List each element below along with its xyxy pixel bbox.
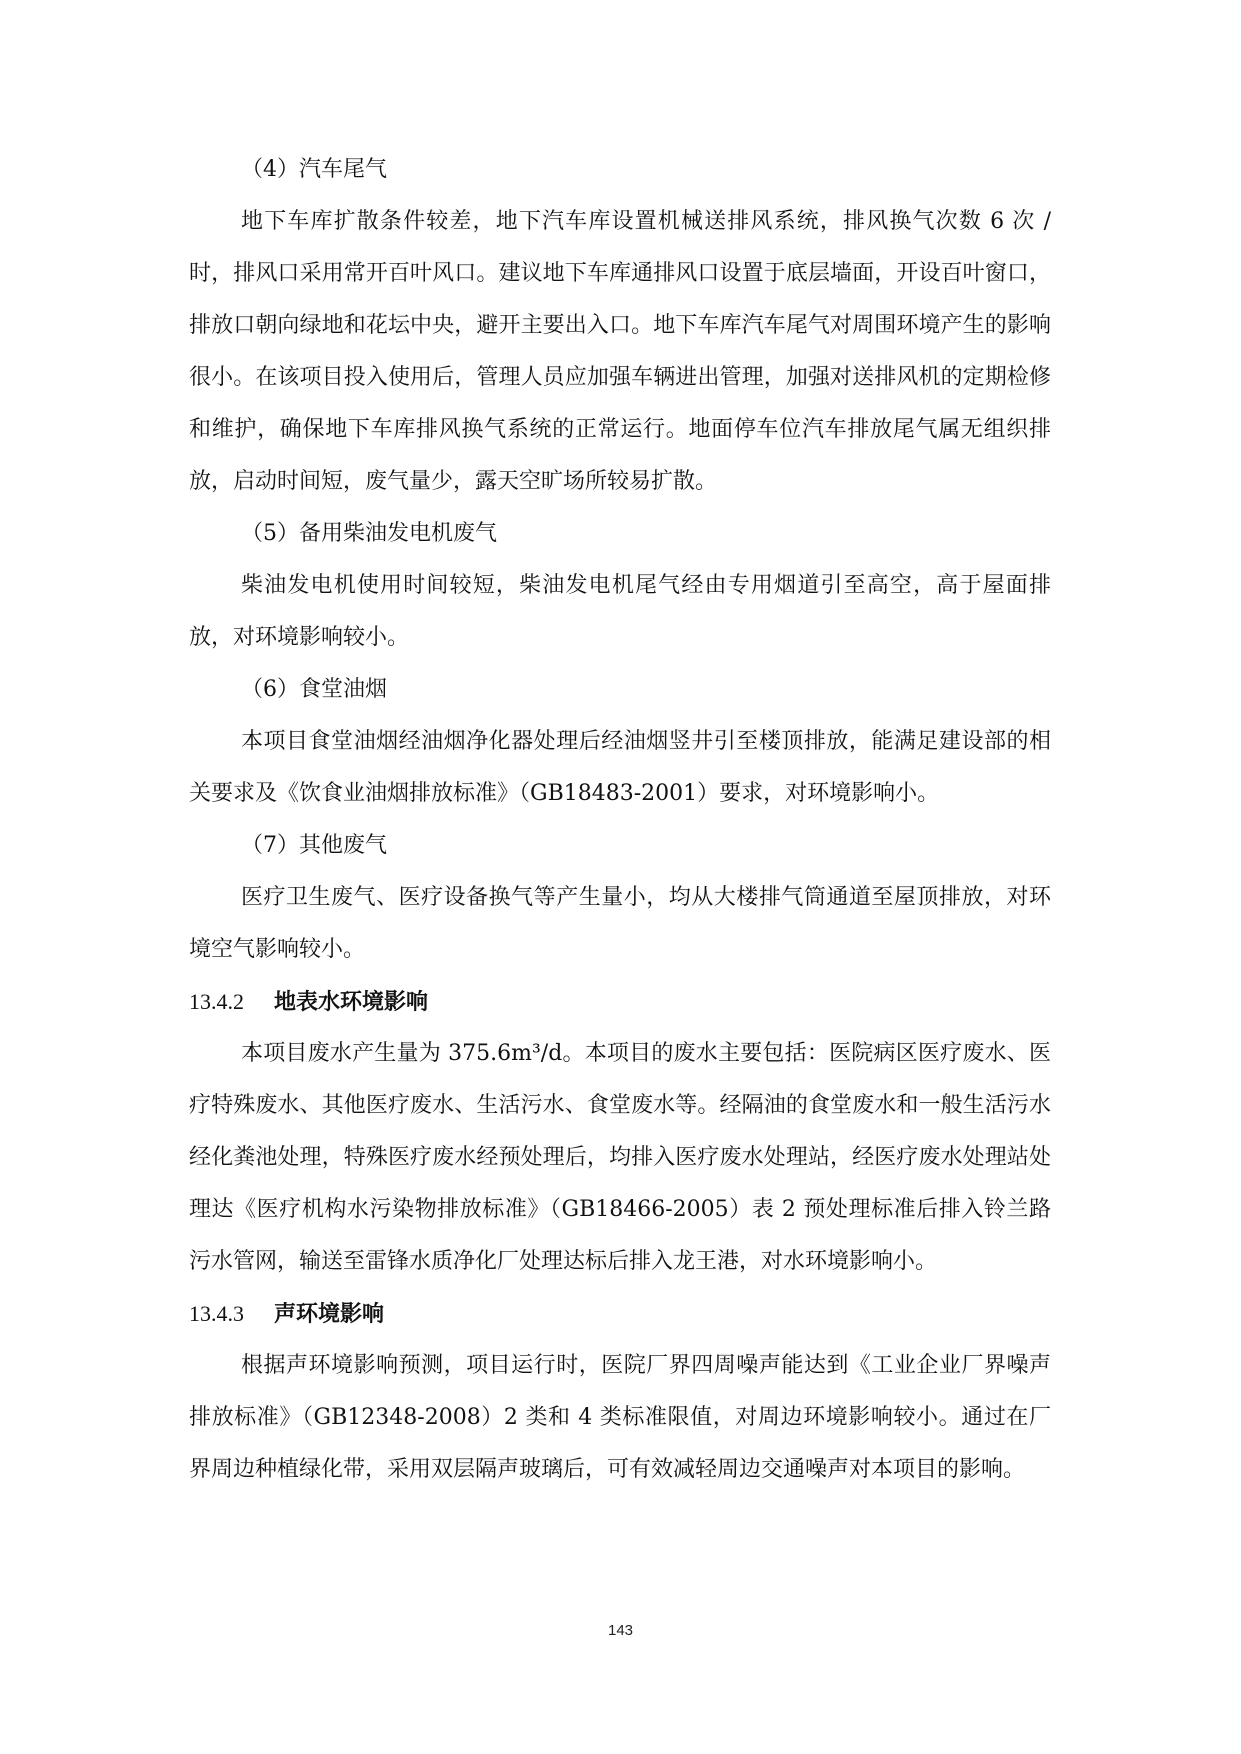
subheading-other-gas: （7）其他废气 — [241, 833, 387, 858]
section-heading-surface-water — [189, 976, 1051, 1028]
page-content — [189, 144, 1051, 1496]
paragraph-diesel-generator: 柴油发电机使用时间较短，柴油发电机尾气经由专用烟道引至高空，高于屋面排放，对环境影响较小。 — [189, 573, 1051, 650]
paragraph-surface-water: 本项目废水产生量为 375.6m³/d。本项目的废水主要包括：医院病区医疗废水、医疗特殊废水、其他医疗废水、生活污水、食堂废水等。经隔油的食堂废水和一般生活污水经化粪池处理，特殊医疗废水经预处理后，均排入医疗废水处理站，经医疗废水处理站处理达《医疗机构水污染物排放标准》（GB18466-2005）表 2 预处理标准后排入铃兰路污水管网，输送至雷锋水质净化厂处理达标后排入龙王港，对水环境影响小。 — [189, 1041, 1051, 1274]
section-number: 13.4.3 — [189, 1301, 244, 1326]
section-heading-acoustic — [189, 1288, 1051, 1340]
paragraph-acoustic: 根据声环境影响预测，项目运行时，医院厂界四周噪声能达到《工业企业厂界噪声排放标准》（GB12348-2008）2 类和 4 类标准限值，对周边环境影响较小。通过在厂界周边种植绿化带，采用双层隔声玻璃后，可有效减轻周边交通噪声对本项目的影响。 — [189, 1353, 1051, 1482]
subheading-diesel-generator: （5）备用柴油发电机废气 — [241, 521, 497, 546]
section-title: 地表水环境影响 — [274, 990, 429, 1015]
subheading-vehicle-exhaust: （4）汽车尾气 — [241, 157, 387, 182]
section-title: 声环境影响 — [274, 1302, 385, 1327]
paragraph-vehicle-exhaust: 地下车库扩散条件较差，地下汽车库设置机械送排风系统，排风换气次数 6 次 / 时，排风口采用常开百叶风口。建议地下车库通排风口设置于底层墙面，开设百叶窗口，排放口朝向绿地和花坛中央，避开主要出入口。地下车库汽车尾气对周围环境产生的影响很小。在该项目投入使用后，管理人员应加强车辆进出管理，加强对送排风机的定期检修和维护，确保地下车库排风换气系统的正常运行。地面停车位汽车排放尾气属无组织排放，启动时间短，废气量少，露天空旷场所较易扩散。 — [189, 209, 1051, 494]
page-number: 143 — [607, 1622, 634, 1639]
paragraph-canteen-fumes: 本项目食堂油烟经油烟净化器处理后经油烟竖井引至楼顶排放，能满足建设部的相关要求及《饮食业油烟排放标准》（GB18483-2001）要求，对环境影响小。 — [189, 729, 1051, 806]
paragraph-other-gas: 医疗卫生废气、医疗设备换气等产生量小，均从大楼排气筒通道至屋顶排放，对环境空气影响较小。 — [189, 885, 1051, 962]
subheading-canteen-fumes: （6）食堂油烟 — [241, 677, 387, 702]
section-number: 13.4.2 — [189, 989, 244, 1014]
